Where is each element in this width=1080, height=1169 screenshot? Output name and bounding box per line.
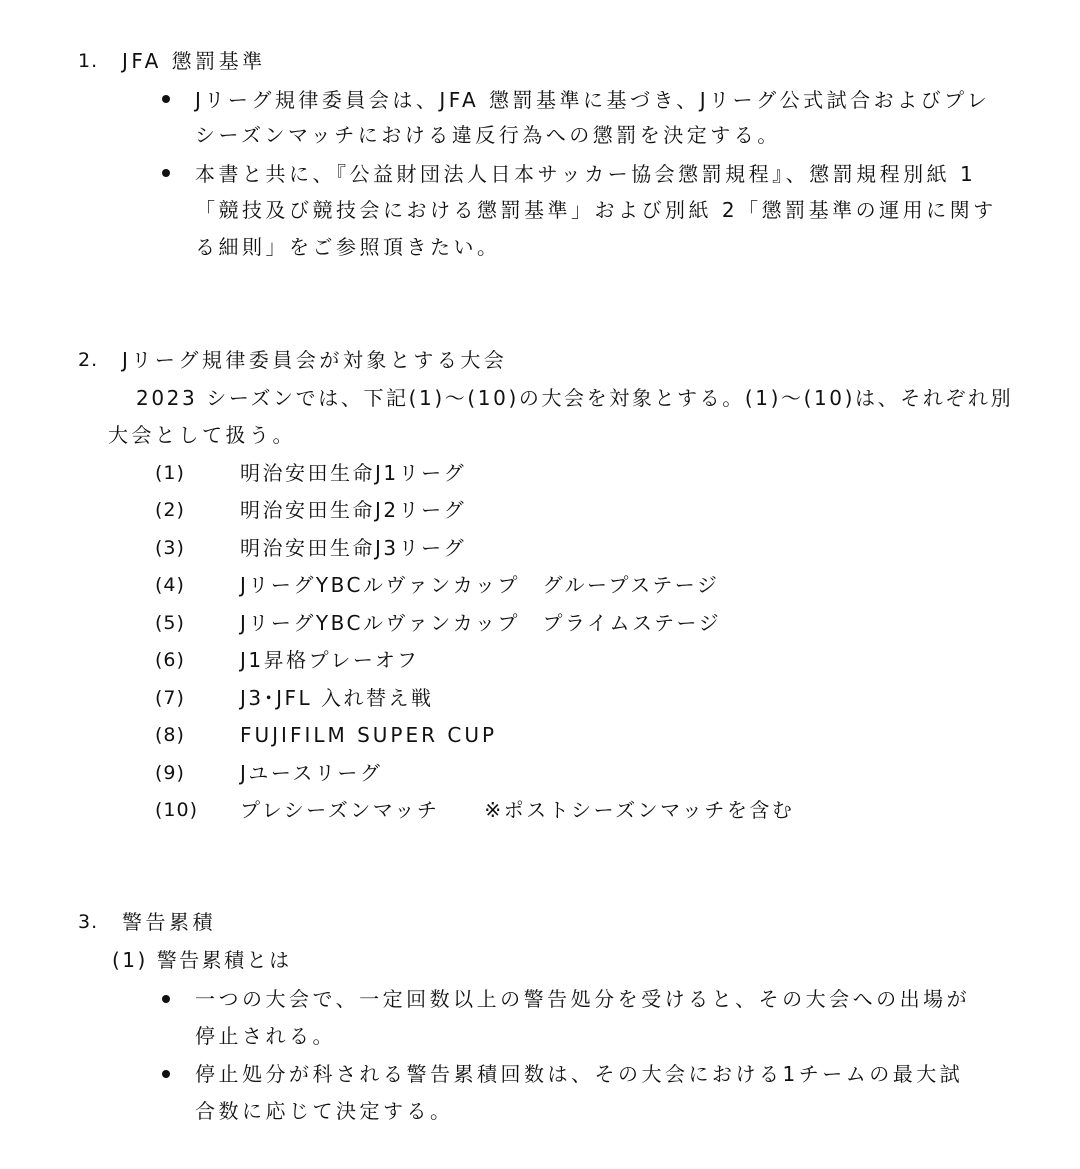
section-3-number: 3. bbox=[78, 911, 99, 933]
list-item-label: (2) bbox=[155, 499, 185, 521]
bullet-dot bbox=[162, 1070, 170, 1078]
list-item-text: FUJIFILM SUPER CUP bbox=[240, 723, 498, 747]
list-item-text: 明治安田生命J1リーグ bbox=[240, 461, 467, 485]
section-1-bullet-2-line-1: 本書と共に、『公益財団法人日本サッカー協会懲罰規程』、懲罰規程別紙 1 bbox=[195, 162, 977, 186]
section-3-bullet-1-line-2: 停止される。 bbox=[195, 1024, 336, 1048]
list-item-label: (10) bbox=[155, 799, 199, 821]
list-item-label: (8) bbox=[155, 724, 185, 746]
section-3-bullet-2-line-2: 合数に応じて決定する。 bbox=[195, 1099, 454, 1123]
list-item-label: (9) bbox=[155, 762, 185, 784]
list-item-text: J3･JFL 入れ替え戦 bbox=[240, 686, 434, 710]
section-3-subheading: (1) 警告累積とは bbox=[112, 948, 292, 972]
list-item-text: 明治安田生命J3リーグ bbox=[240, 536, 467, 560]
section-3-bullet-1-line-1: 一つの大会で、一定回数以上の警告処分を受けると、その大会への出場が bbox=[195, 987, 971, 1011]
list-item-label: (7) bbox=[155, 687, 185, 709]
list-item-text: 明治安田生命J2リーグ bbox=[240, 498, 467, 522]
list-item-text: Jユースリーグ bbox=[240, 761, 383, 785]
bullet-dot bbox=[162, 995, 170, 1003]
section-1-bullet-2-line-3: る細則」をご参照頂きたい。 bbox=[195, 235, 501, 259]
section-3-title: 警告累積 bbox=[122, 910, 216, 934]
section-2-number: 2. bbox=[78, 349, 99, 371]
bullet-dot bbox=[162, 169, 170, 177]
list-item-label: (4) bbox=[155, 574, 185, 596]
section-1-bullet-1-line-1: Jリーグ規律委員会は、JFA 懲罰基準に基づき、Jリーグ公式試合およびプレ bbox=[195, 88, 991, 112]
list-item-text: J1昇格プレーオフ bbox=[240, 648, 420, 672]
list-item-text: JリーグYBCルヴァンカップ プライムステージ bbox=[240, 611, 722, 635]
list-item-label: (3) bbox=[155, 537, 185, 559]
section-2-intro-line-1: 2023 シーズンでは、下記(1)～(10)の大会を対象とする。(1)～(10)は、それぞれ別 bbox=[136, 386, 1014, 410]
list-item-text: JリーグYBCルヴァンカップ グループステージ bbox=[240, 573, 720, 597]
list-item-label: (5) bbox=[155, 612, 185, 634]
section-2-title: Jリーグ規律委員会が対象とする大会 bbox=[122, 348, 508, 372]
bullet-dot bbox=[162, 95, 170, 103]
list-item-label: (1) bbox=[155, 462, 185, 484]
list-item-label: (6) bbox=[155, 649, 185, 671]
section-1-number: 1. bbox=[78, 50, 99, 72]
list-item-text: プレシーズンマッチ ※ポストシーズンマッチを含む bbox=[240, 798, 795, 822]
section-1-bullet-2-line-2: 「競技及び競技会における懲罰基準」および別紙 2「懲罰基準の運用に関す bbox=[195, 198, 997, 222]
section-3-bullet-2-line-1: 停止処分が科される警告累積回数は、その大会における1チームの最大試 bbox=[195, 1062, 964, 1086]
section-2-intro-line-2: 大会として扱う。 bbox=[108, 423, 296, 447]
section-1-title: JFA 懲罰基準 bbox=[122, 49, 266, 73]
section-1-bullet-1-line-2: シーズンマッチにおける違反行為への懲罰を決定する。 bbox=[195, 123, 781, 147]
